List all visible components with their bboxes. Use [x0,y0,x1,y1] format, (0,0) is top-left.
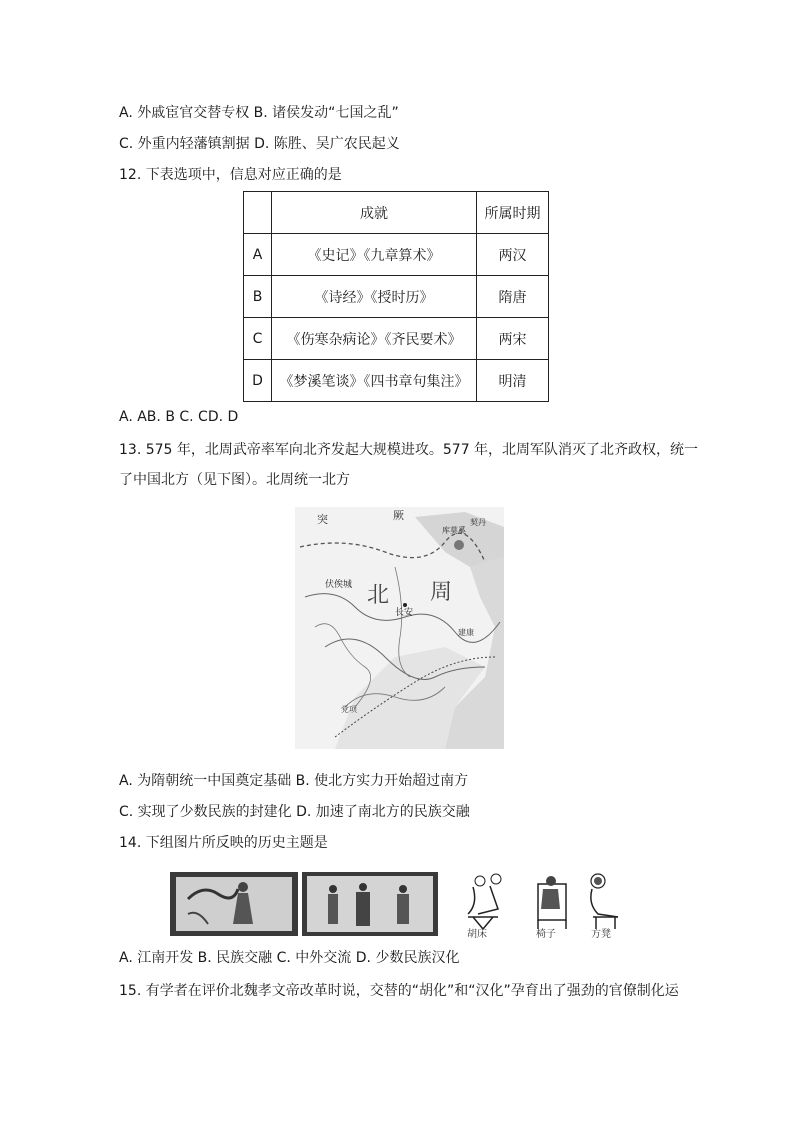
map-label-jianye: 建康 [458,628,474,637]
northern-zhou-map [295,507,504,749]
q12-table [243,191,549,402]
q11-option-line-1: A. 外戚宦官交替专权 B. 诸侯发动“七国之乱” [119,105,399,121]
table-header-cell [244,192,272,234]
map-label-fuqi: 伏俟城 [325,580,353,590]
q14-stem: 14. 下组图片所反映的历史主题是 [119,835,328,851]
q14-options: A. 江南开发 B. 民族交融 C. 中外交流 D. 少数民族汉化 [119,950,460,966]
table-cell: 《梦溪笔谈》《四书章句集注》 [272,360,477,402]
q13-stem-line-2: 了中国北方（见下图）。北周统一北方 [119,472,350,488]
map-label-bei: 北 [367,583,390,608]
q12-stem: 12. 下表选项中，信息对应正确的是 [119,167,342,183]
caption-yizi: 椅子 [536,929,556,939]
table-cell: 《伤寒杂病论》《齐民要术》 [272,318,477,360]
table-row [244,276,549,318]
table-cell: 《史记》《九章算术》 [272,234,477,276]
caption-huchuang: 胡床 [467,929,487,939]
table-cell: 两汉 [477,234,549,276]
table-cell: 隋唐 [477,276,549,318]
table-header-row [244,192,549,234]
table-cell: D [244,360,272,402]
map-label-kumoxi: 库莫奚 [442,526,466,535]
q12-options: A. AB. B C. CD. D [119,409,239,425]
map-label-qidan: 契丹 [470,518,486,527]
caption-fangdeng: 方凳 [591,929,611,939]
table-cell: A [244,234,272,276]
map-label-dangxiang: 党项 [341,705,357,714]
q14-picture-group [168,869,628,939]
table-header-cell: 成就 [272,192,477,234]
table-row [244,318,549,360]
table-cell: 两宋 [477,318,549,360]
q14-images [168,869,628,939]
map-label-changan: 长安 [395,608,414,618]
q13-option-line-2: C. 实现了少数民族的封建化 D. 加速了南北方的民族交融 [119,804,470,820]
table-header-cell: 所属时期 [477,192,549,234]
table-row [244,234,549,276]
q11-option-line-2: C. 外重内轻藩镇割据 D. 陈胜、吴广农民起义 [119,136,400,152]
q15-stem: 15. 有学者在评价北魏孝文帝改革时说，交替的“胡化”和“汉化”孕育出了强劲的官僚制化运 [119,983,679,999]
q13-stem-line-1: 13. 575 年，北周武帝率军向北齐发起大规模进攻。577 年，北周军队消灭了北齐政权，统一 [119,442,699,458]
map-label-jue: 厥 [393,509,404,522]
table-cell: B [244,276,272,318]
table-row [244,360,549,402]
map-label-tu: 突 [317,513,328,526]
map-graphic [295,507,504,749]
q13-option-line-1: A. 为隋朝统一中国奠定基础 B. 使北方实力开始超过南方 [119,773,469,789]
table-cell: C [244,318,272,360]
table-cell: 明清 [477,360,549,402]
table-cell: 《诗经》《授时历》 [272,276,477,318]
map-label-zhou: 周 [430,580,453,605]
